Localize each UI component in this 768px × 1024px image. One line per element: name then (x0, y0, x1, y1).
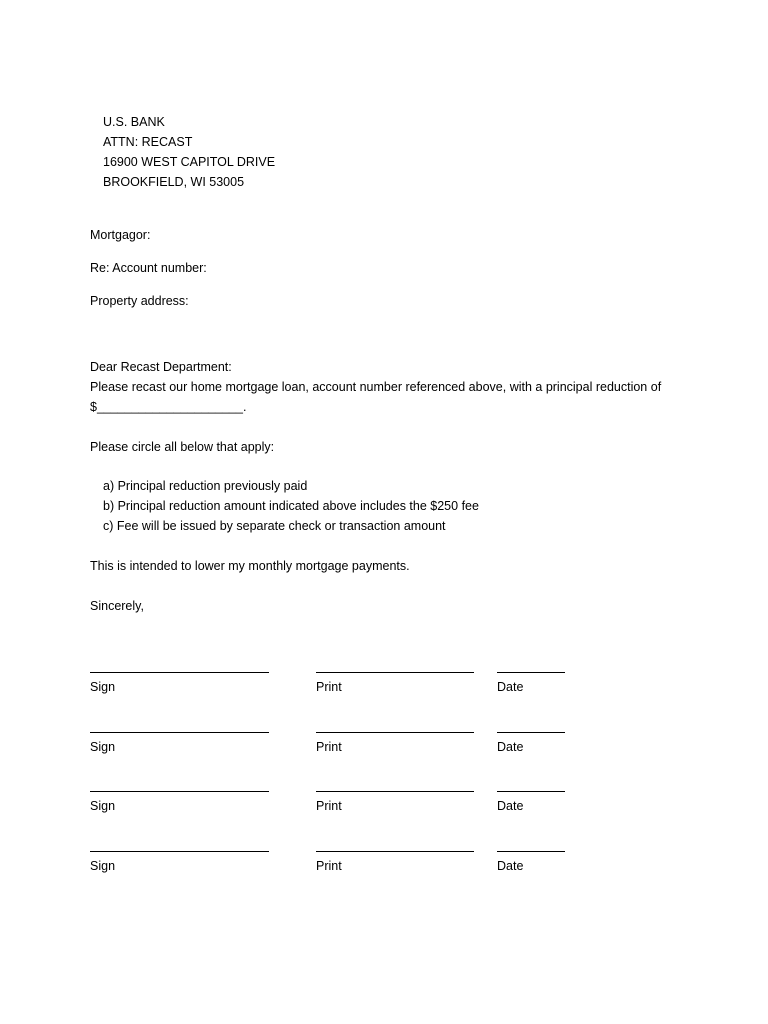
print-line (316, 732, 474, 733)
print-line (316, 672, 474, 673)
sign-label: Sign (90, 799, 116, 813)
option-a: a) Principal reduction previously paid (103, 479, 308, 493)
print-label: Print (316, 740, 342, 754)
print-label: Print (316, 799, 342, 813)
print-label: Print (316, 859, 342, 873)
print-line (316, 791, 474, 792)
account-number-label: Re: Account number: (90, 261, 207, 275)
option-c: c) Fee will be issued by separate check or transaction amount (103, 519, 446, 533)
sign-line (90, 791, 269, 792)
sign-line (90, 672, 269, 673)
option-b: b) Principal reduction amount indicated above includes the $250 fee (103, 499, 479, 513)
circle-instruction: Please circle all below that apply: (90, 440, 275, 454)
date-label: Date (497, 859, 524, 873)
request-text: Please recast our home mortgage loan, account number referenced above, with a principal reduction of (90, 380, 662, 394)
date-label: Date (497, 680, 524, 694)
date-line (497, 791, 565, 792)
date-line (497, 732, 565, 733)
recipient-city: BROOKFIELD, WI 53005 (103, 175, 245, 189)
print-label: Print (316, 680, 342, 694)
property-address-label: Property address: (90, 294, 189, 308)
date-line (497, 851, 565, 852)
recipient-street: 16900 WEST CAPITOL DRIVE (103, 155, 276, 169)
date-label: Date (497, 740, 524, 754)
recipient-attn: ATTN: RECAST (103, 135, 193, 149)
recipient-name: U.S. BANK (103, 115, 165, 129)
print-line (316, 851, 474, 852)
mortgagor-label: Mortgagor: (90, 228, 151, 242)
purpose-statement: This is intended to lower my monthly mortgage payments. (90, 559, 410, 573)
sign-label: Sign (90, 680, 116, 694)
reduction-amount-blank: $_____________________. (90, 400, 247, 414)
salutation: Dear Recast Department: (90, 360, 232, 374)
sign-label: Sign (90, 859, 116, 873)
sign-label: Sign (90, 740, 116, 754)
sign-line (90, 732, 269, 733)
date-line (497, 672, 565, 673)
closing: Sincerely, (90, 599, 144, 613)
sign-line (90, 851, 269, 852)
date-label: Date (497, 799, 524, 813)
